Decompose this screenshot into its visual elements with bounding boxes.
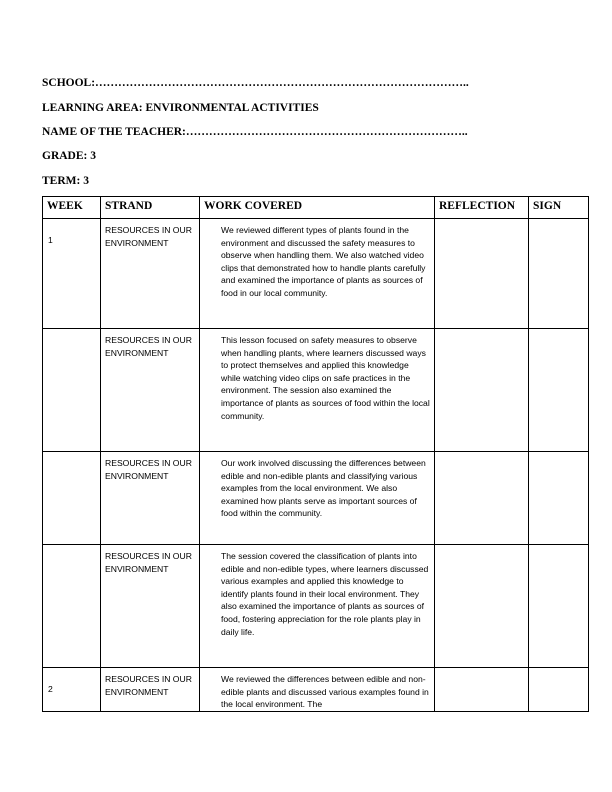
reflection-cell [435,329,529,452]
table-header-row [43,197,589,219]
week-cell [43,545,101,668]
work-covered-cell [200,452,435,545]
table-row [43,545,589,668]
sign-cell [529,329,589,452]
reflection-cell [435,219,529,329]
week-value: 2 [48,684,53,694]
record-of-work-table [42,196,589,712]
strand-cell [101,545,200,668]
work-covered-value: Our work involved discussing the differences between edible and non-edible plants and classifying various examples from the local environment. We also examined how plants serve as important sources of food within the community. [221,458,426,519]
table-row [43,668,589,712]
column-header-strand: STRAND [101,197,200,219]
strand-value: RESOURCES IN OUR ENVIRONMENT [105,458,192,481]
strand-value: RESOURCES IN OUR ENVIRONMENT [105,674,192,697]
week-cell [43,668,101,712]
work-covered-value: We reviewed different types of plants found in the environment and discussed the safety measures to observe when handling them. We also watched video clips that demonstrated how to handle plants carefully and examined the importance of plants as sources of food in our local community. [221,225,426,298]
school-line: SCHOOL:…………………………………………………………………………………….. [42,77,469,89]
work-covered-cell [200,545,435,668]
strand-value: RESOURCES IN OUR ENVIRONMENT [105,225,192,248]
strand-value: RESOURCES IN OUR ENVIRONMENT [105,335,192,358]
work-covered-value: The session covered the classification of plants into edible and non-edible types, where learners discussed various examples and applied this knowledge to identify plants found in their local environment. They also examined the importance of plants as sources of food, fostering appreciation for the role plants play in daily life. [221,551,429,637]
strand-value: RESOURCES IN OUR ENVIRONMENT [105,551,192,574]
work-covered-cell [200,329,435,452]
table-row [43,219,589,329]
sign-cell [529,545,589,668]
week-value [43,545,100,560]
work-covered-value: We reviewed the differences between edible and non-edible plants and discussed various examples found in the local environment. The [221,674,429,710]
work-covered-value: This lesson focused on safety measures to observe when handling plants, where learners discussed ways to protect themselves and applied this knowledge while watching video clips on safe practices in the environment. The session also examined the importance of plants as sources of food within the local community. [221,335,430,421]
strand-cell [101,668,200,712]
sign-cell [529,668,589,712]
week-cell [43,219,101,329]
term-line: TERM: 3 [42,175,89,187]
sign-cell [529,452,589,545]
table-row [43,452,589,545]
strand-cell [101,329,200,452]
reflection-cell [435,668,529,712]
strand-cell [101,452,200,545]
learning-area-line: LEARNING AREA: ENVIRONMENTAL ACTIVITIES [42,102,319,114]
teacher-name-line: NAME OF THE TEACHER:……………………………………………………………….. [42,126,468,138]
week-value [43,329,100,344]
strand-cell [101,219,200,329]
table-row [43,329,589,452]
reflection-cell [435,452,529,545]
column-header-week: WEEK [43,197,101,219]
week-value [43,452,100,467]
week-cell [43,329,101,452]
work-covered-cell [200,668,435,712]
week-cell [43,452,101,545]
column-header-reflection: REFLECTION [435,197,529,219]
reflection-cell [435,545,529,668]
column-header-sign: SIGN [529,197,589,219]
week-value: 1 [48,235,53,245]
work-covered-cell [200,219,435,329]
sign-cell [529,219,589,329]
column-header-work-covered: WORK COVERED [200,197,435,219]
grade-line: GRADE: 3 [42,150,96,162]
